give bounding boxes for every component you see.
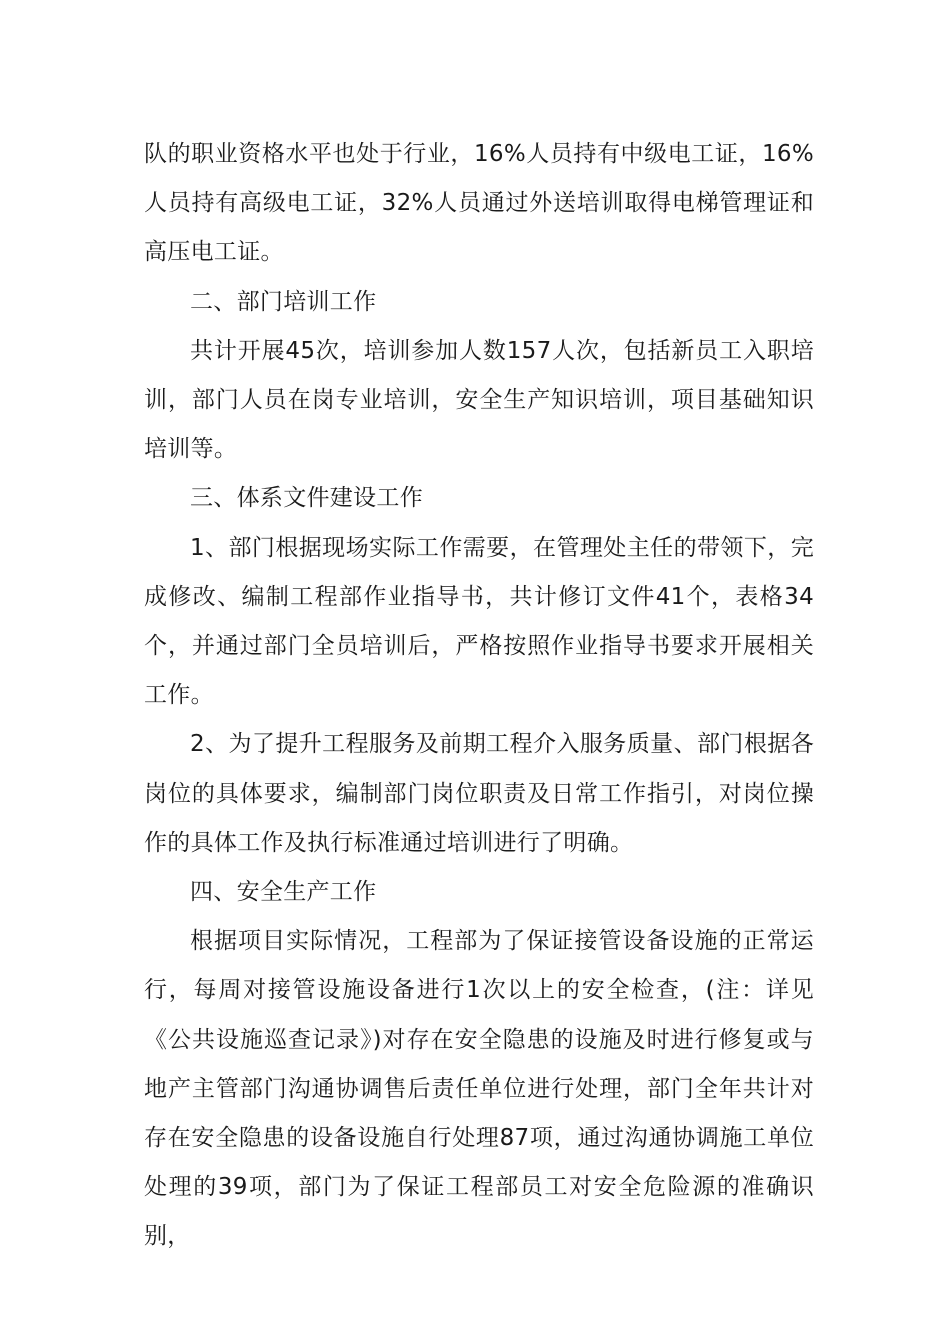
paragraph-work-instructions: 1、部门根据现场实际工作需要，在管理处主任的带领下，完成修改、编制工程部作业指导书，共计修订文件41个，表格34个，并通过部门全员培训后，严格按照作业指导书要求开展相关工作。 <box>144 534 814 709</box>
heading-department-training: 二、部门培训工作 <box>190 288 377 315</box>
document-body <box>144 130 814 1262</box>
paragraph-qualifications: 队的职业资格水平也处于行业，16%人员持有中级电工证，16%人员持有高级电工证，32%人员通过外送培训取得电梯管理证和高压电工证。 <box>144 141 814 266</box>
paragraph-job-responsibilities: 2、为了提升工程服务及前期工程介入服务质量、部门根据各岗位的具体要求，编制部门岗位职责及日常工作指引，对岗位操作的具体工作及执行标准通过培训进行了明确。 <box>144 731 814 856</box>
paragraph-training-summary: 共计开展45次，培训参加人数157人次，包括新员工入职培训，部门人员在岗专业培训，安全生产知识培训，项目基础知识培训等。 <box>144 337 814 463</box>
heading-safety-production: 四、安全生产工作 <box>190 879 377 906</box>
heading-system-documents: 三、体系文件建设工作 <box>190 485 423 512</box>
paragraph-safety-inspection: 根据项目实际情况，工程部为了保证接管设备设施的正常运行，每周对接管设施设备进行1次以上的安全检查，(注：详见《公共设施巡查记录》)对存在安全隐患的设施及时进行修复或与地产主管部门沟通协调售后责任单位进行处理，部门全年共计对存在安全隐患的设备设施自行处理87项，通过沟通协调施工单位处理的39项，部门为了保证工程部员工对安全危险源的准确识别， <box>144 928 814 1250</box>
